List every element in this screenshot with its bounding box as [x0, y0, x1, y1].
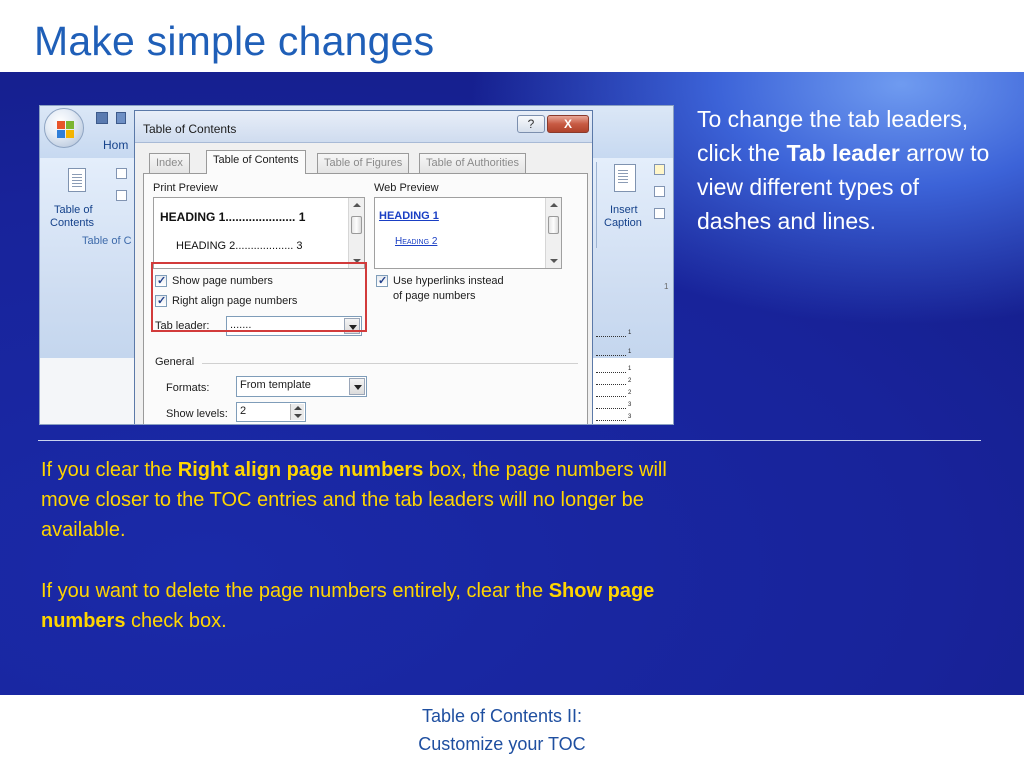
section-divider: [38, 440, 981, 441]
web-preview-label: Web Preview: [374, 182, 439, 194]
spinner-arrows-icon[interactable]: [290, 404, 304, 420]
toc-button-label-2[interactable]: Contents: [50, 217, 95, 229]
note-text-2: arrow to view different types of dashes and lines.: [697, 140, 990, 234]
use-hyperlinks-label-2[interactable]: of page numbers: [393, 290, 476, 302]
tab-leader-note: [697, 102, 997, 238]
page-number-label: 1: [664, 282, 669, 291]
formats-value: From template: [240, 379, 311, 391]
show-page-numbers-paragraph: [41, 576, 701, 636]
toc-button-label-1[interactable]: Table of: [54, 204, 93, 216]
formats-label: Formats:: [166, 382, 210, 394]
toc-leader-line: [596, 396, 626, 397]
update-table-figures-icon[interactable]: [654, 186, 665, 197]
toc-leader-line: [596, 420, 626, 421]
print-preview-box: [153, 197, 365, 269]
web-preview-scrollbar[interactable]: [545, 198, 561, 268]
table-of-contents-icon: [68, 168, 86, 192]
slide-footer: [302, 702, 702, 758]
tab-table-of-contents[interactable]: Table of Contents: [206, 150, 306, 174]
help-button[interactable]: ?: [517, 115, 545, 133]
tab-leader-value: .......: [230, 319, 252, 331]
web-preview-heading2[interactable]: Heading 2: [395, 236, 438, 247]
tab-index[interactable]: Index: [149, 153, 190, 173]
toc-leader-line: [596, 384, 626, 385]
footer-line-2: Customize your TOC: [418, 734, 586, 754]
footer-line-1: Table of Contents II:: [421, 706, 583, 726]
add-text-icon[interactable]: [116, 168, 127, 179]
toc-leader-line: [596, 372, 626, 373]
para2-bold: Show page numbers: [41, 580, 655, 632]
cross-reference-icon[interactable]: [654, 208, 665, 219]
note-bold: Tab leader: [786, 140, 900, 166]
web-preview-box: [374, 197, 562, 269]
para1-text-1: If you clear the: [41, 459, 178, 481]
toc-page-num: 1: [628, 366, 632, 372]
toc-group-label: Table of C: [82, 235, 132, 247]
scroll-thumb[interactable]: [351, 216, 362, 234]
right-align-label[interactable]: Right align page numbers: [172, 295, 298, 307]
insert-table-of-figures-icon[interactable]: [654, 164, 665, 175]
toc-page-num: 1: [628, 330, 632, 336]
print-preview-heading1: HEADING 1..................... 1: [160, 210, 306, 224]
insert-caption-label-2[interactable]: Caption: [604, 217, 642, 229]
toc-page-num: 2: [628, 390, 632, 396]
use-hyperlinks-label-1[interactable]: Use hyperlinks instead: [393, 275, 504, 287]
toc-leader-line: [596, 408, 626, 409]
print-preview-label: Print Preview: [153, 182, 218, 194]
office-button[interactable]: [44, 108, 84, 148]
save-icon[interactable]: [96, 112, 108, 124]
show-levels-label: Show levels:: [166, 408, 228, 420]
general-divider: [202, 363, 578, 364]
show-page-numbers-label[interactable]: Show page numbers: [172, 275, 273, 287]
office-logo-icon: [57, 121, 75, 139]
dialog-title: Table of Contents: [143, 122, 237, 136]
close-button[interactable]: X: [547, 115, 589, 133]
para2-text-2: check box.: [125, 610, 227, 632]
para2-text-1: If you want to delete the page numbers entirely, clear the: [41, 580, 549, 602]
tab-leader-label: Tab leader:: [155, 320, 210, 332]
show-levels-value[interactable]: 2: [240, 405, 247, 417]
undo-icon[interactable]: [116, 112, 126, 124]
toc-leader-line: [596, 336, 626, 337]
print-preview-heading2: HEADING 2................... 3: [176, 240, 303, 252]
formats-dropdown[interactable]: [236, 376, 367, 397]
show-levels-spinner[interactable]: [236, 402, 306, 422]
para1-bold: Right align page numbers: [177, 459, 424, 481]
toc-page-num: 1: [628, 349, 632, 355]
tab-home[interactable]: Hom: [103, 138, 129, 152]
ribbon-separator: [596, 162, 597, 248]
slide-title: Make simple changes: [34, 18, 435, 64]
right-align-paragraph: [41, 455, 701, 545]
web-preview-heading1[interactable]: HEADING 1: [379, 210, 439, 222]
insert-caption-label-1[interactable]: Insert: [610, 204, 638, 216]
scroll-down-icon[interactable]: [550, 259, 558, 263]
toc-page-num: 2: [628, 378, 632, 384]
para1-text-2: box, the page numbers will move closer to the TOC entries and the tab leaders will no longer be available.: [41, 459, 667, 541]
print-preview-scrollbar[interactable]: [348, 198, 364, 268]
use-hyperlinks-checkbox[interactable]: [376, 275, 388, 287]
scroll-up-icon[interactable]: [353, 203, 361, 207]
toc-page-num: 3: [628, 402, 632, 408]
insert-caption-icon: [614, 164, 636, 192]
scroll-thumb[interactable]: [548, 216, 559, 234]
formats-arrow-icon[interactable]: [349, 378, 365, 395]
toc-leader-line: [596, 355, 626, 356]
general-label: General: [155, 356, 195, 368]
toc-page-num: 3: [628, 414, 632, 420]
scroll-up-icon[interactable]: [550, 203, 558, 207]
note-text-1: To change the tab leaders, click the: [697, 106, 969, 166]
update-table-icon[interactable]: [116, 190, 127, 201]
tab-table-of-authorities[interactable]: Table of Authorities: [419, 153, 526, 173]
highlight-box: [151, 262, 367, 332]
dialog-titlebar[interactable]: [135, 111, 592, 143]
tab-table-of-figures[interactable]: Table of Figures: [317, 153, 409, 173]
